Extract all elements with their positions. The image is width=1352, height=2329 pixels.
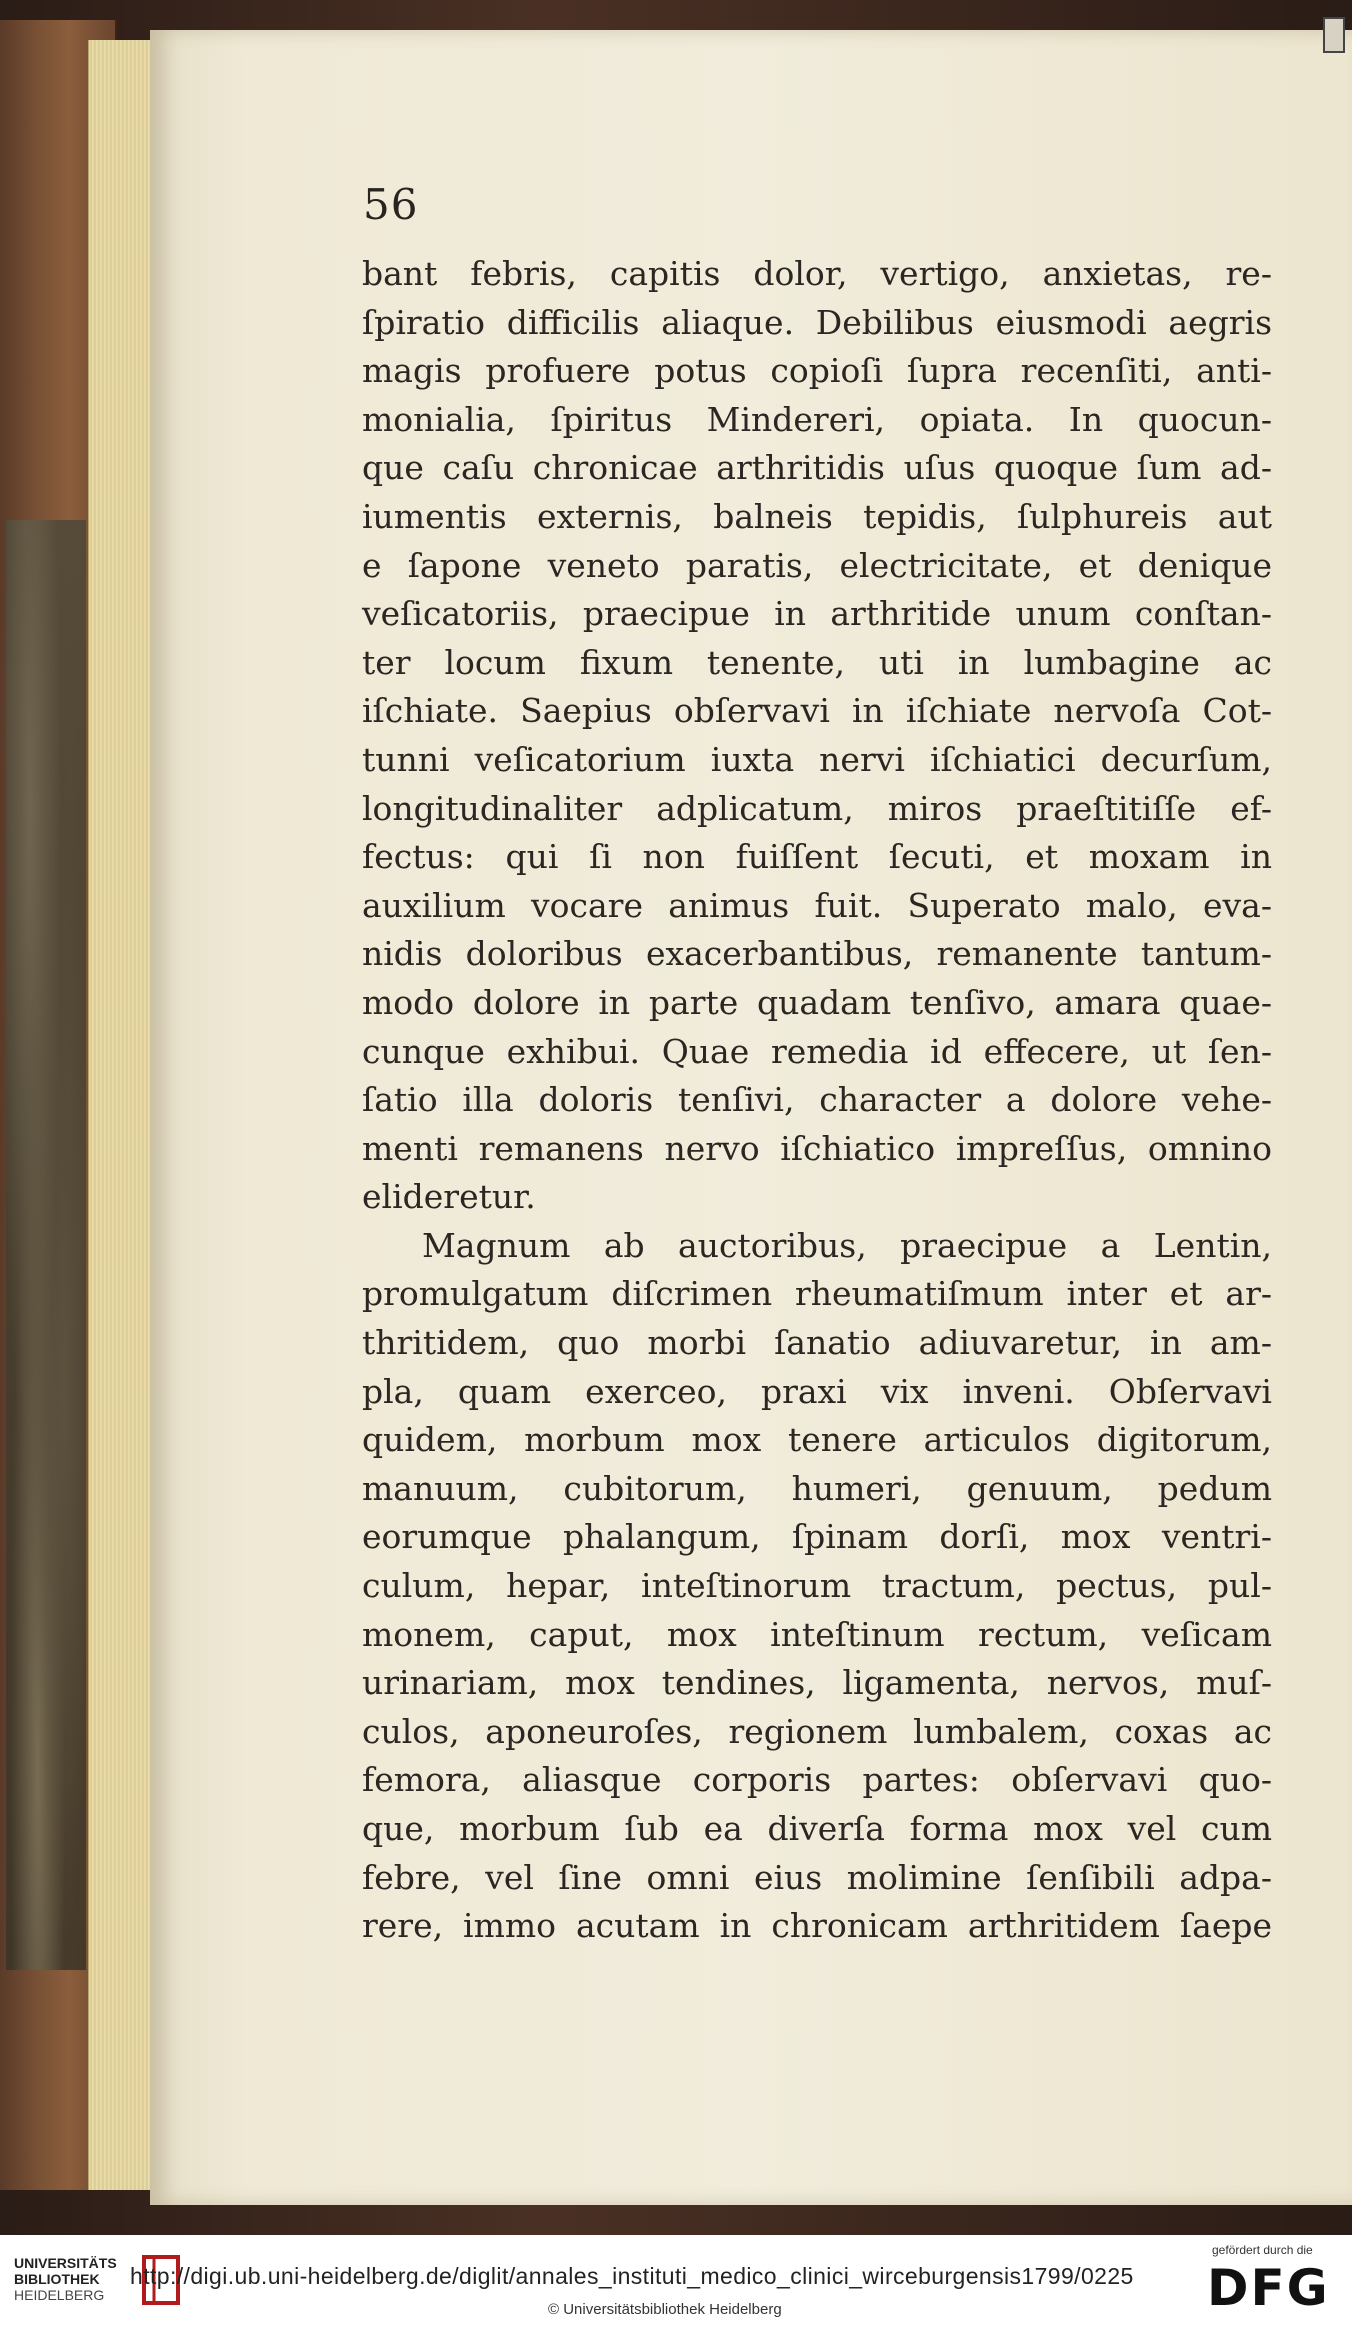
text-line: thritidem, quo morbi ſanatio adiuvaretur, in am-: [362, 1323, 1272, 1363]
text-line: eorumque phalangum, ſpinam dorſi, mox ventri-: [362, 1517, 1272, 1557]
text-line: tunni veſicatorium iuxta nervi iſchiatici decurſum,: [362, 739, 1272, 779]
body-text: [362, 250, 1272, 1951]
permalink-url[interactable]: http://digi.ub.uni-heidelberg.de/diglit/annales_instituti_medico_clinici_wirceburgensis1799/0225: [130, 2263, 1134, 2289]
text-line: culum, hepar, inteſtinorum tractum, pectus, pul-: [362, 1566, 1272, 1606]
text-line: promulgatum diſcrimen rheumatiſmum inter et ar-: [362, 1274, 1272, 1314]
text-line: urinariam, mox tendines, ligamenta, nervos, muſ-: [362, 1663, 1272, 1703]
page-block-edge: [88, 40, 159, 2190]
library-name-line1: UNIVERSITÄTS: [14, 2255, 117, 2271]
text-line: longitudinaliter adplicatum, miros praeſtitiſſe ef-: [362, 788, 1272, 828]
library-name-line2: BIBLIOTHEK: [14, 2271, 100, 2287]
text-line: auxilium vocare animus fuit. Superato malo, eva-: [362, 885, 1272, 925]
text-line: rere, immo acutam in chronicam arthritidem ſaepe: [362, 1906, 1272, 1946]
text-line: que, morbum ſub ea diverſa forma mox vel cum: [362, 1809, 1272, 1848]
library-name-line3: HEIDELBERG: [14, 2287, 105, 2303]
marbled-board: [6, 520, 86, 1970]
text-line: bant febris, capitis dolor, vertigo, anxietas, re-: [362, 254, 1272, 293]
text-line: veſicatoriis, praecipue in arthritide unum conſtan-: [362, 594, 1272, 634]
text-line: magis profuere potus copioſi ſupra recenſiti, anti-: [362, 351, 1272, 391]
text-line: nidis doloribus exacerbantibus, remanente tantum-: [362, 934, 1272, 974]
dfg-logo: DFG: [1207, 2259, 1330, 2317]
text-line: quidem, morbum mox tenere articulos digitorum,: [362, 1420, 1272, 1460]
text-line: Magnum ab auctoribus, praecipue a Lentin,: [422, 1225, 1272, 1265]
text-line: iumentis externis, balneis tepidis, ſulphureis aut: [362, 496, 1272, 536]
page-number: 56: [363, 180, 419, 229]
text-line: ter locum fixum tenente, uti in lumbagine ac: [362, 642, 1272, 682]
copyright-notice: © Universitätsbibliothek Heidelberg: [548, 2301, 782, 2318]
text-line: iſchiate. Saepius obſervavi in iſchiate nervoſa Cot-: [362, 691, 1272, 731]
text-line: que caſu chronicae arthritidis uſus quoque ſum ad-: [362, 448, 1272, 488]
text-line: fectus: qui ſi non fuiſſent ſecuti, et moxam in: [362, 837, 1272, 877]
text-line: femora, aliasque corporis partes: obſervavi quo-: [362, 1760, 1272, 1800]
text-line: manuum, cubitorum, humeri, genuum, pedum: [362, 1468, 1272, 1508]
text-line: pla, quam exerceo, praxi vix inveni. Obſervavi: [362, 1371, 1272, 1411]
text-line: monialia, ſpiritus Mindereri, opiata. In quocun-: [362, 399, 1272, 439]
text-line: elideretur.: [362, 1177, 536, 1217]
text-line: ſpiratio difficilis aliaque. Debilibus eiusmodi aegris: [362, 302, 1272, 342]
text-line: culos, aponeuroſes, regionem lumbalem, coxas ac: [362, 1711, 1272, 1751]
text-line: menti remanens nervo iſchiatico impreſſus, omnino: [362, 1128, 1272, 1168]
text-line: modo dolore in parte quadam tenſivo, amara quae-: [362, 982, 1272, 1022]
footer-bar: [0, 2235, 1352, 2329]
funded-by-label: gefördert durch die: [1212, 2243, 1313, 2257]
text-line: monem, caput, mox inteſtinum rectum, veſicam: [362, 1614, 1272, 1654]
corner-clip-icon: [1322, 16, 1348, 56]
text-line: e ſapone veneto paratis, electricitate, et denique: [362, 545, 1272, 585]
text-line: febre, vel ſine omni eius molimine ſenſibili adpa-: [362, 1857, 1272, 1897]
text-line: cunque exhibui. Quae remedia id effecere, ut ſen-: [362, 1031, 1272, 1071]
text-line: ſatio illa doloris tenſivi, character a dolore vehe-: [362, 1080, 1272, 1120]
library-logo: [14, 2255, 144, 2303]
